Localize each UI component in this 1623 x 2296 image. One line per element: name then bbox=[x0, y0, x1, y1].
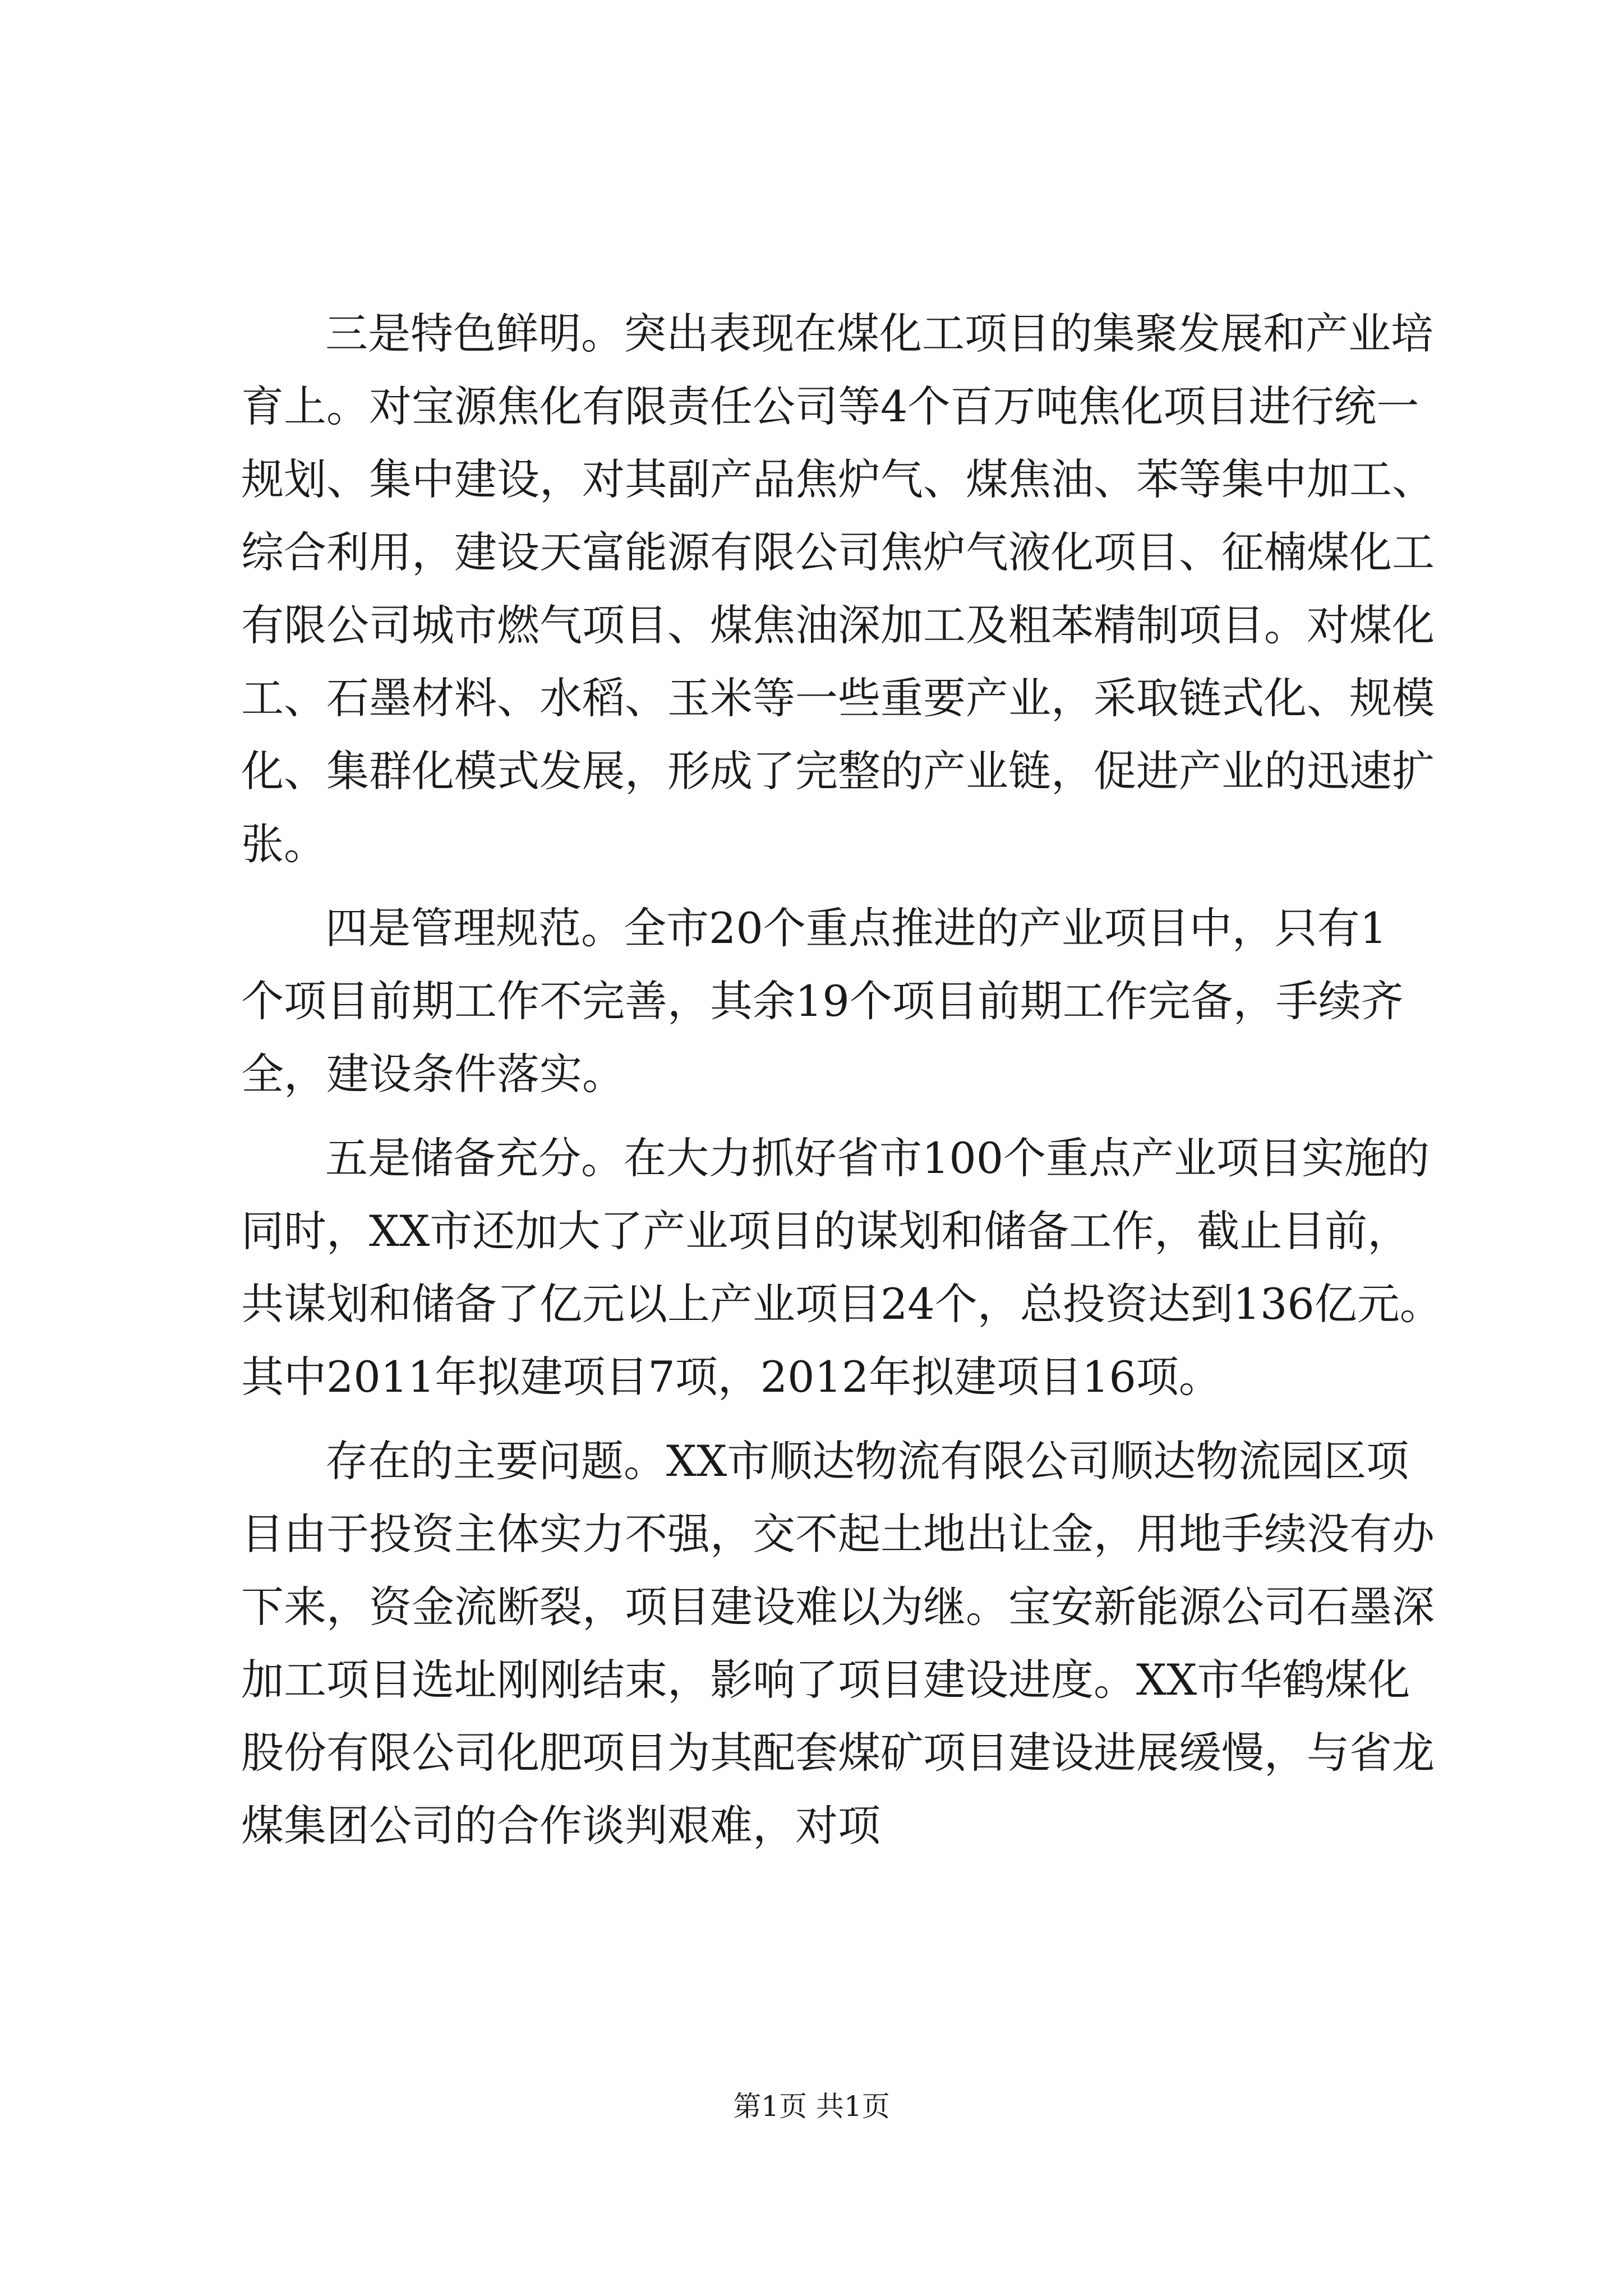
paragraph-line: 同时，XX市还加大了产业项目的谋划和储备工作，截止目前， bbox=[241, 1206, 1410, 1256]
paragraph-line: 化、集群化模式发展，形成了完整的产业链，促进产业的迅速扩 bbox=[241, 746, 1435, 796]
paragraph-line: 煤集团公司的合作谈判艰难，对项 bbox=[241, 1801, 880, 1851]
paragraph-line: 共谋划和储备了亿元以上产业项目24个，总投资达到136亿元。 bbox=[241, 1279, 1442, 1329]
paragraph-line: 个项目前期工作不完善，其余19个项目前期工作完备，手续齐 bbox=[241, 976, 1404, 1026]
paragraph-line: 加工项目选址刚刚结束，影响了项目建设进度。XX市华鹤煤化 bbox=[241, 1655, 1410, 1705]
paragraph-line: 目由于投资主体实力不强，交不起土地出让金，用地手续没有办 bbox=[241, 1509, 1435, 1559]
paragraph-line: 下来，资金流断裂，项目建设难以为继。宝安新能源公司石墨深 bbox=[241, 1582, 1435, 1632]
paragraph-line: 规划、集中建设，对其副产品焦炉气、煤焦油、苯等集中加工、 bbox=[241, 454, 1435, 504]
paragraph-line: 全，建设条件落实。 bbox=[241, 1049, 625, 1099]
paragraph-line: 育上。对宝源焦化有限责任公司等4个百万吨焦化项目进行统一 bbox=[241, 381, 1419, 431]
paragraph-line: 存在的主要问题。XX市顺达物流有限公司顺达物流园区项 bbox=[325, 1436, 1409, 1486]
paragraph-line: 综合利用，建设天富能源有限公司焦炉气液化项目、征楠煤化工 bbox=[241, 527, 1435, 577]
paragraph-line: 张。 bbox=[241, 819, 326, 869]
paragraph-line: 五是储备充分。在大力抓好省市100个重点产业项目实施的 bbox=[325, 1133, 1430, 1183]
paragraph-line: 有限公司城市燃气项目、煤焦油深加工及粗苯精制项目。对煤化 bbox=[241, 600, 1435, 650]
paragraph-line: 工、石墨材料、水稻、玉米等一些重要产业，采取链式化、规模 bbox=[241, 673, 1435, 723]
paragraph-line: 股份有限公司化肥项目为其配套煤矿项目建设进展缓慢，与省龙 bbox=[241, 1728, 1435, 1778]
paragraph-line: 四是管理规范。全市20个重点推进的产业项目中，只有1 bbox=[325, 903, 1387, 953]
paragraph-line: 三是特色鲜明。突出表现在煤化工项目的集聚发展和产业培 bbox=[325, 309, 1433, 358]
paragraph-line: 其中2011年拟建项目7项，2012年拟建项目16项。 bbox=[241, 1352, 1221, 1402]
page-number-footer: 第1页 共1页 bbox=[733, 2090, 890, 2123]
